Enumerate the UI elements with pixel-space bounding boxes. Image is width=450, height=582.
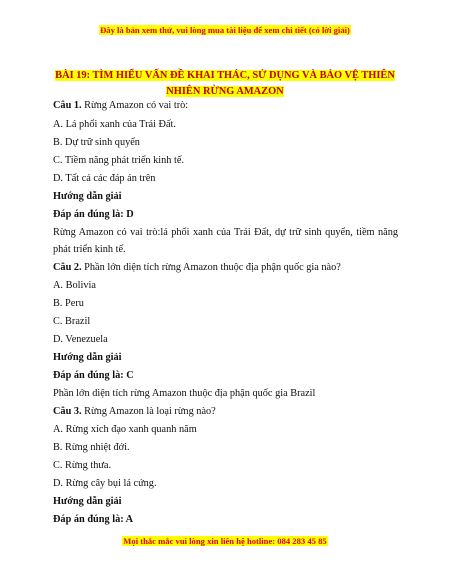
question-2-option-c: C. Brazil (53, 316, 91, 327)
question-2-option-a: A. Bolivia (53, 280, 96, 291)
question-1-option-b: B. Dự trữ sinh quyển (53, 137, 140, 148)
question-2-option-b: B. Peru (53, 298, 84, 309)
header-notice: Đây là bản xem thử, vui lòng mua tài liệu để xem chi tiết (có lời giải) (100, 25, 350, 35)
question-1: Câu 1. Rừng Amazon có vai trò: (53, 100, 189, 111)
question-3-option-b: B. Rừng nhiệt đới. (53, 442, 130, 453)
question-1-option-d: D. Tất cả các đáp án trên (53, 173, 156, 184)
page-title: BÀI 19: TÌM HIỂU VẤN ĐỀ KHAI THÁC, SỬ DỤNG VÀ BẢO VỆ THIÊN NHIÊN RỪNG AMAZON (55, 70, 395, 97)
question-3-option-a: A. Rừng xích đạo xanh quanh năm (53, 424, 197, 435)
question-1-option-c: C. Tiềm năng phát triển kinh tế. (53, 155, 184, 166)
question-2-explanation: Phần lớn diện tích rừng Amazon thuộc địa phận quốc gia Brazil (53, 388, 316, 399)
question-3: Câu 3. Rừng Amazon là loại rừng nào? (53, 406, 216, 417)
question-1-explanation: Rừng Amazon có vai trò:lá phổi xanh của Trái Đất, dự trữ sinh quyển, tiềm năng phát triển kinh tế. (53, 227, 398, 255)
question-3-guide: Hướng dẫn giải (53, 496, 122, 507)
question-2-option-d: D. Venezuela (53, 334, 108, 345)
question-1-answer: Đáp án đúng là: D (53, 209, 134, 220)
question-3-option-d: D. Rừng cây bụi lá cứng. (53, 478, 157, 489)
question-2-guide: Hướng dẫn giải (53, 352, 122, 363)
question-2: Câu 2. Phần lớn diện tích rừng Amazon thuộc địa phận quốc gia nào? (53, 262, 341, 273)
question-1-option-a: A. Lá phổi xanh của Trái Đất. (53, 119, 176, 130)
question-3-option-c: C. Rừng thưa. (53, 460, 112, 471)
question-3-answer: Đáp án đúng là: A (53, 514, 134, 525)
question-2-answer: Đáp án đúng là: C (53, 370, 134, 381)
question-1-guide: Hướng dẫn giải (53, 191, 122, 202)
footer-notice: Mọi thắc mắc vui lòng xin liên hệ hotline: 084 283 45 85 (123, 536, 327, 546)
